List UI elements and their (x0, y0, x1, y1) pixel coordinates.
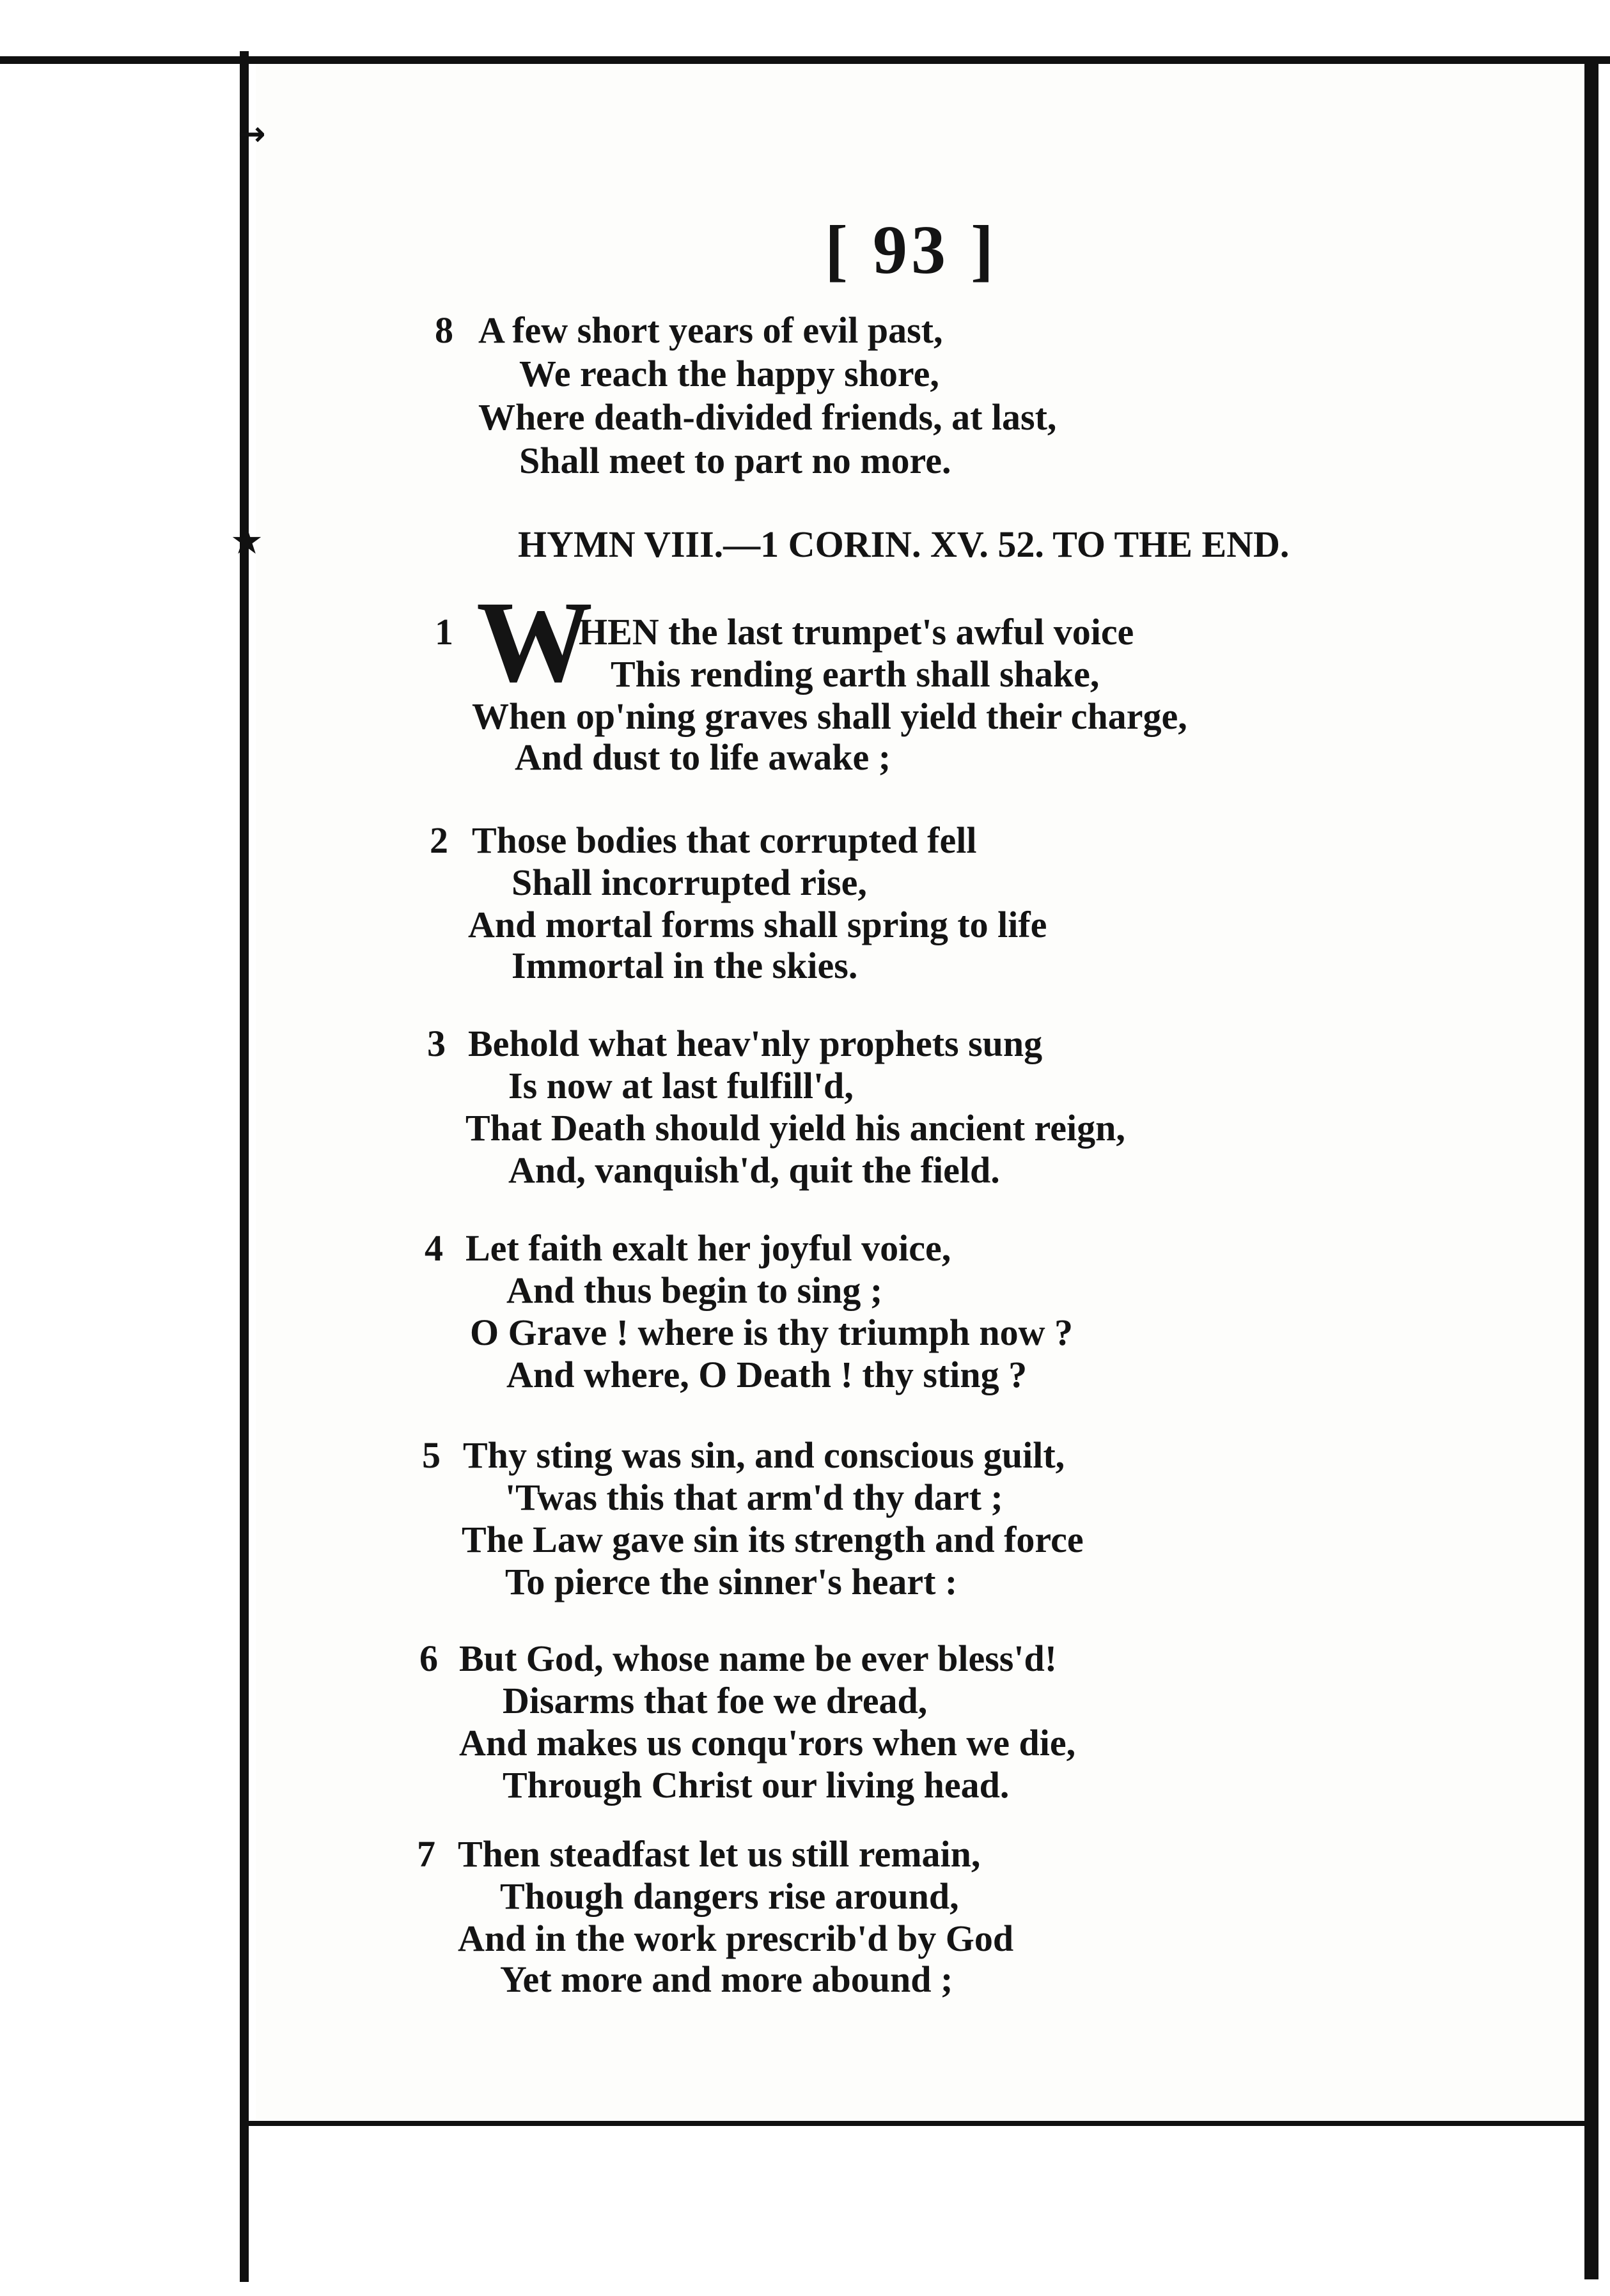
verse-line: Yet more and more abound ; (500, 1959, 953, 2000)
verse-line: Immortal in the skies. (512, 945, 858, 986)
stanza-number: 8 (435, 309, 453, 351)
stanza-number: 3 (427, 1023, 446, 1064)
verse-line: And makes us conqu'rors when we die, (459, 1722, 1076, 1764)
verse-line: A few short years of evil past, (478, 309, 943, 351)
verse-line: 'Twas this that arm'd thy dart ; (505, 1477, 1003, 1518)
verse-line: Disarms that foe we dread, (503, 1680, 928, 1721)
verse-line: Where death-divided friends, at last, (478, 396, 1057, 438)
verse-line: Through Christ our living head. (503, 1764, 1010, 1806)
verse-line: And in the work prescrib'd by God (458, 1918, 1014, 1959)
scan-frame-right (1584, 61, 1598, 2279)
verse-line: The Law gave sin its strength and force (462, 1519, 1084, 1560)
verse-line: And thus begin to sing ; (506, 1269, 883, 1311)
verse-line: Thy sting was sin, and conscious guilt, (463, 1434, 1065, 1476)
gutter-mark-icon: → (238, 115, 266, 153)
stanza-number: 6 (419, 1638, 438, 1679)
page-number: [ 93 ] (825, 212, 997, 288)
scan-frame-bottom (249, 2121, 1585, 2126)
scan-frame-gutter (240, 51, 249, 2282)
verse-line: We reach the happy shore, (519, 353, 939, 394)
verse-line: When op'ning graves shall yield their charge, (472, 695, 1187, 737)
verse-line: That Death should yield his ancient reign, (465, 1107, 1125, 1149)
verse-line: Behold what heav'nly prophets sung (468, 1023, 1043, 1064)
drop-cap: W (476, 578, 593, 706)
verse-line: And mortal forms shall spring to life (468, 904, 1047, 945)
stanza-number: 1 (435, 611, 453, 653)
stanza-number: 2 (430, 819, 448, 861)
verse-line: This rending earth shall shake, (611, 653, 1100, 695)
hymn-title: HYMN VIII.—1 CORIN. XV. 52. TO THE END. (518, 524, 1290, 565)
verse-line: HEN the last trumpet's awful voice (579, 611, 1134, 653)
verse-line: Shall meet to part no more. (519, 440, 951, 481)
verse-line: And, vanquish'd, quit the field. (508, 1149, 1000, 1191)
verse-line: And where, O Death ! thy sting ? (506, 1354, 1028, 1395)
gutter-star-icon: ★ (230, 519, 263, 562)
verse-line: O Grave ! where is thy triumph now ? (470, 1312, 1074, 1353)
verse-line: To pierce the sinner's heart : (505, 1561, 958, 1602)
verse-line: Though dangers rise around, (500, 1875, 959, 1917)
verse-line: Then steadfast let us still remain, (458, 1833, 981, 1875)
verse-line: But God, whose name be ever bless'd! (459, 1638, 1058, 1679)
verse-line: Let faith exalt her joyful voice, (465, 1227, 951, 1269)
stanza-number: 5 (422, 1434, 441, 1476)
verse-line: Those bodies that corrupted fell (472, 819, 977, 861)
verse-line: Is now at last fulfill'd, (508, 1065, 854, 1106)
stanza-number: 7 (417, 1833, 435, 1875)
verse-line: Shall incorrupted rise, (512, 862, 867, 903)
stanza-number: 4 (425, 1227, 443, 1269)
verse-line: And dust to life awake ; (515, 736, 891, 778)
facing-page-margin (0, 0, 240, 2296)
